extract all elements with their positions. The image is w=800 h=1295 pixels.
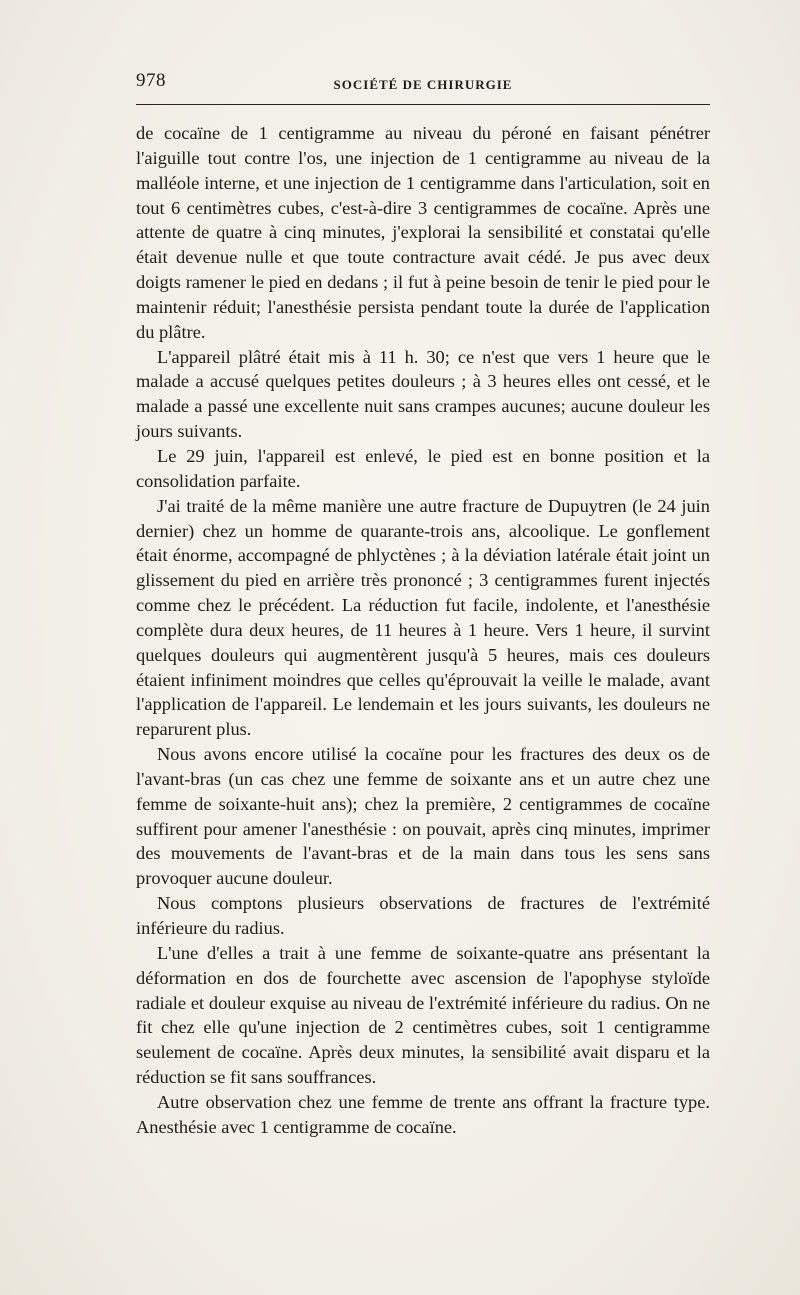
paragraph: Le 29 juin, l'appareil est enlevé, le pied est en bonne position et la consolidation parfaite. [136,445,710,491]
paragraph: Nous comptons plusieurs observations de fractures de l'extrémité inférieure du radius. [136,893,710,938]
paragraph: L'appareil plâtré était mis à 11 h. 30; ce n'est que vers 1 heure que le malade a accusé quelques petites douleurs ; à 3 heures elles ont cessé, et le malade a passé une excellente nuit sans crampes aucunes; aucune douleur les jours suivants. [136,346,710,442]
paragraph-continued: de cocaïne de 1 centigramme au niveau du péroné en faisant pénétrer l'aiguille tout contre l'os, une injection de 1 centigramme au niveau de la malléole interne, et une injection de 1 centigramme dans l'articulation, soit en tout 6 centimètres cubes, c'est-à-dire 3 centigrammes de cocaïne. Après une attente de quatre à cinq minutes, j'explorai la sensibilité et constatai qu'elle était devenue nulle et que toute contracture avait cédé. Je pus avec deux doigts ramener le pied en dedans ; il fut à peine besoin de tenir le pied pour le maintenir réduit; l'anesthésie persista pendant toute la durée de l'application du plâtre. [136,123,710,342]
header-rule [136,104,710,105]
running-head: SOCIÉTÉ DE CHIRURGIE [333,77,513,92]
paragraph: Nous avons encore utilisé la cocaïne pour les fractures des deux os de l'avant-bras (un cas chez une femme de soixante ans et un autre chez une femme de soixante-huit ans); chez la première, 2 centigrammes de cocaïne suffirent pour amener l'anesthésie : on pouvait, après cinq minutes, imprimer des mouvements de l'avant-bras et de la main dans tous les sens sans provoquer aucune douleur. [136,744,710,889]
paragraph: Autre observation chez une femme de trente ans offrant la fracture type. Anesthésie avec 1 centigramme de cocaïne. [136,1091,710,1137]
body-text [136,121,710,1140]
paragraph: L'une d'elles a trait à une femme de soixante-quatre ans présentant la déformation en dos de fourchette avec ascension de l'apophyse styloïde radiale et douleur exquise au niveau de l'extrémité inférieure du radius. On ne fit chez elle qu'une injection de 2 centimètres cubes, soit 1 centigramme seulement de cocaïne. Après deux minutes, la sensibilité avait disparu et la réduction se fit sans souffrances. [136,942,710,1088]
page-number: 978 [136,70,166,91]
paragraph: J'ai traité de la même manière une autre fracture de Dupuytren (le 24 juin dernier) chez un homme de quarante-trois ans, alcoolique. Le gonflement était énorme, accompagné de phlyctènes ; à la déviation latérale était joint un glissement du pied en arrière très prononcé ; 3 centigrammes furent injectés comme chez le précédent. La réduction fut facile, indolente, et l'anesthésie complète dura deux heures, de 11 heures à 1 heure. Vers 1 heure, il survint quelques douleurs qui augmentèrent jusqu'à 5 heures, mais ces douleurs étaient infiniment moindres que celles qu'éprouvait la veille le malade, avant l'application de l'appareil. Le lendemain et les jours suivants, les douleurs ne reparurent plus. [136,495,710,740]
page-header [136,68,710,98]
